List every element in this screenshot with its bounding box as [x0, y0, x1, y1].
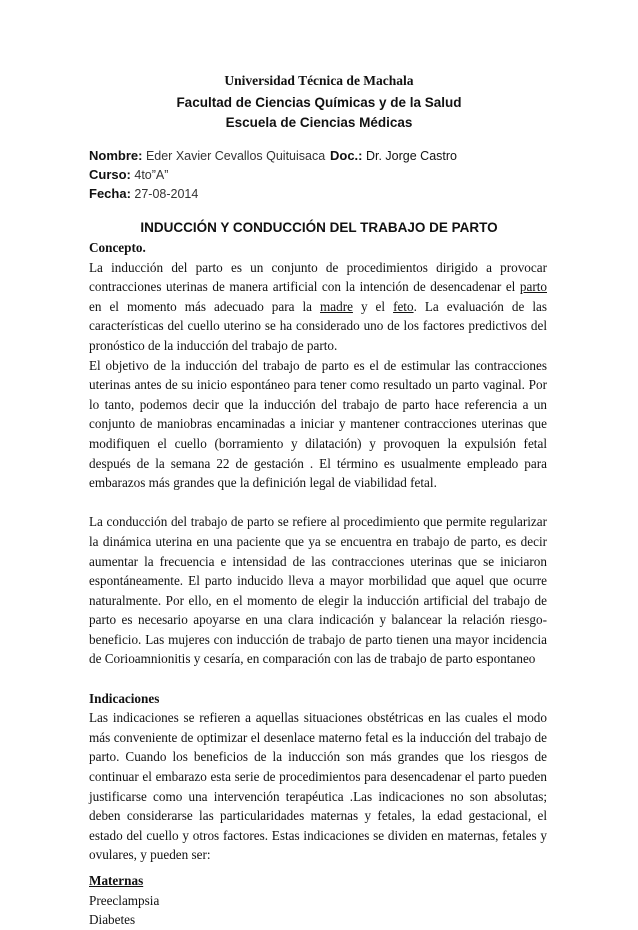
spacer: [89, 493, 547, 513]
concept-heading: Concepto.: [89, 240, 146, 255]
school-title: Escuela de Ciencias Médicas: [225, 115, 413, 130]
maternal-heading: Maternas: [89, 873, 144, 888]
university-title: Universidad Técnica de Machala: [224, 73, 414, 88]
concept-paragraph-2: El objetivo de la inducción del trabajo de parto es el de estimular las contracciones uterinas antes de su inicio espontáneo para tener como resultado un parto vaginal. Por lo tanto, podemos decir que la inducción del trabajo de parto hace referencia a un conjunto de maniobras encaminadas a iniciar y mantener contracciones uterinas que modifiquen el cuello (borramiento y dilatación) y provoquen la expulsión fetal después de la semana 22 de gestación . El término es usualmente empleado para embarazos más grandes que la definición legal de viabilidad fetal.: [89, 357, 547, 491]
course-label: Curso:: [89, 167, 131, 182]
date-label: Fecha:: [89, 186, 131, 201]
link-feto[interactable]: feto: [393, 298, 414, 314]
course-row: [89, 167, 168, 182]
doctor-label: Doc.:: [330, 148, 363, 163]
date-value: 27-08-2014: [134, 187, 199, 201]
document-title: INDUCCIÓN Y CONDUCCIÓN DEL TRABAJO DE PARTO: [140, 220, 498, 235]
course-value: 4to”A”: [134, 168, 169, 182]
conduction-paragraph: La conducción del trabajo de parto se refiere al procedimiento que permite regularizar la dinámica uterina en una paciente que ya se encuentra en trabajo de parto, es decir aumentar la frecuencia e intensidad de las contracciones uterinas que se iniciaron espontáneamente. El parto inducido lleva a mayor morbilidad que aquel que ocurre naturalmente. Por ello, en el momento de elegir la inducción artificial del trabajo de parto es necesario apoyarse en una clara indicación y balancear la relación riesgo-beneficio. Las mujeres con inducción de trabajo de parto tienen una mayor incidencia de Corioamnionitis y cesaría, en comparación con las de trabajo de parto espontaneo: [89, 514, 547, 667]
date-row: [89, 186, 198, 201]
doctor-value: Dr. Jorge Castro: [365, 149, 457, 163]
faculty-title: Facultad de Ciencias Químicas y de la Salud: [176, 95, 462, 110]
maternal-list: [89, 891, 547, 930]
link-parto[interactable]: parto: [519, 279, 547, 295]
name-label: Nombre:: [89, 148, 143, 163]
list-item: Preeclampsia: [89, 892, 160, 908]
link-madre[interactable]: madre: [320, 298, 353, 314]
student-name-row: [89, 148, 325, 163]
indications-paragraph: Las indicaciones se refieren a aquellas situaciones obstétricas en las cuales el modo más conveniente de optimizar el desenlace materno fetal es la inducción del trabajo de parto. Cuando los beneficios de la inducción son más grandes que los riesgos de continuar el embarazo esta serie de procedimientos para desencadenar el parto pueden justificarse como una intervención terapéutica .Las indicaciones no son absolutas; deben considerarse las particularidades maternas y fetales, la edad gestacional, el estado del cuello y otros factores. Estas indicaciones se dividen en maternas, fetales y ovulares, y pueden ser:: [89, 710, 547, 863]
document-body: [89, 238, 547, 930]
list-item: Diabetes: [89, 912, 136, 928]
name-value: Eder Xavier Cevallos Quituisaca: [145, 149, 326, 163]
doctor-row: [330, 148, 457, 163]
spacer: [89, 669, 547, 689]
concept-paragraph-1: La inducción del parto es un conjunto de procedimientos dirigido a provocar contracciones uterinas de manera artificial con la intención de desencadenar el parto en el momento más adecuado para la madre y el feto. La evaluación de las características del cuello uterino se ha considerado uno de los factores predictivos del pronóstico de la inducción del trabajo de parto.: [89, 259, 547, 353]
indications-heading: Indicaciones: [89, 690, 160, 706]
